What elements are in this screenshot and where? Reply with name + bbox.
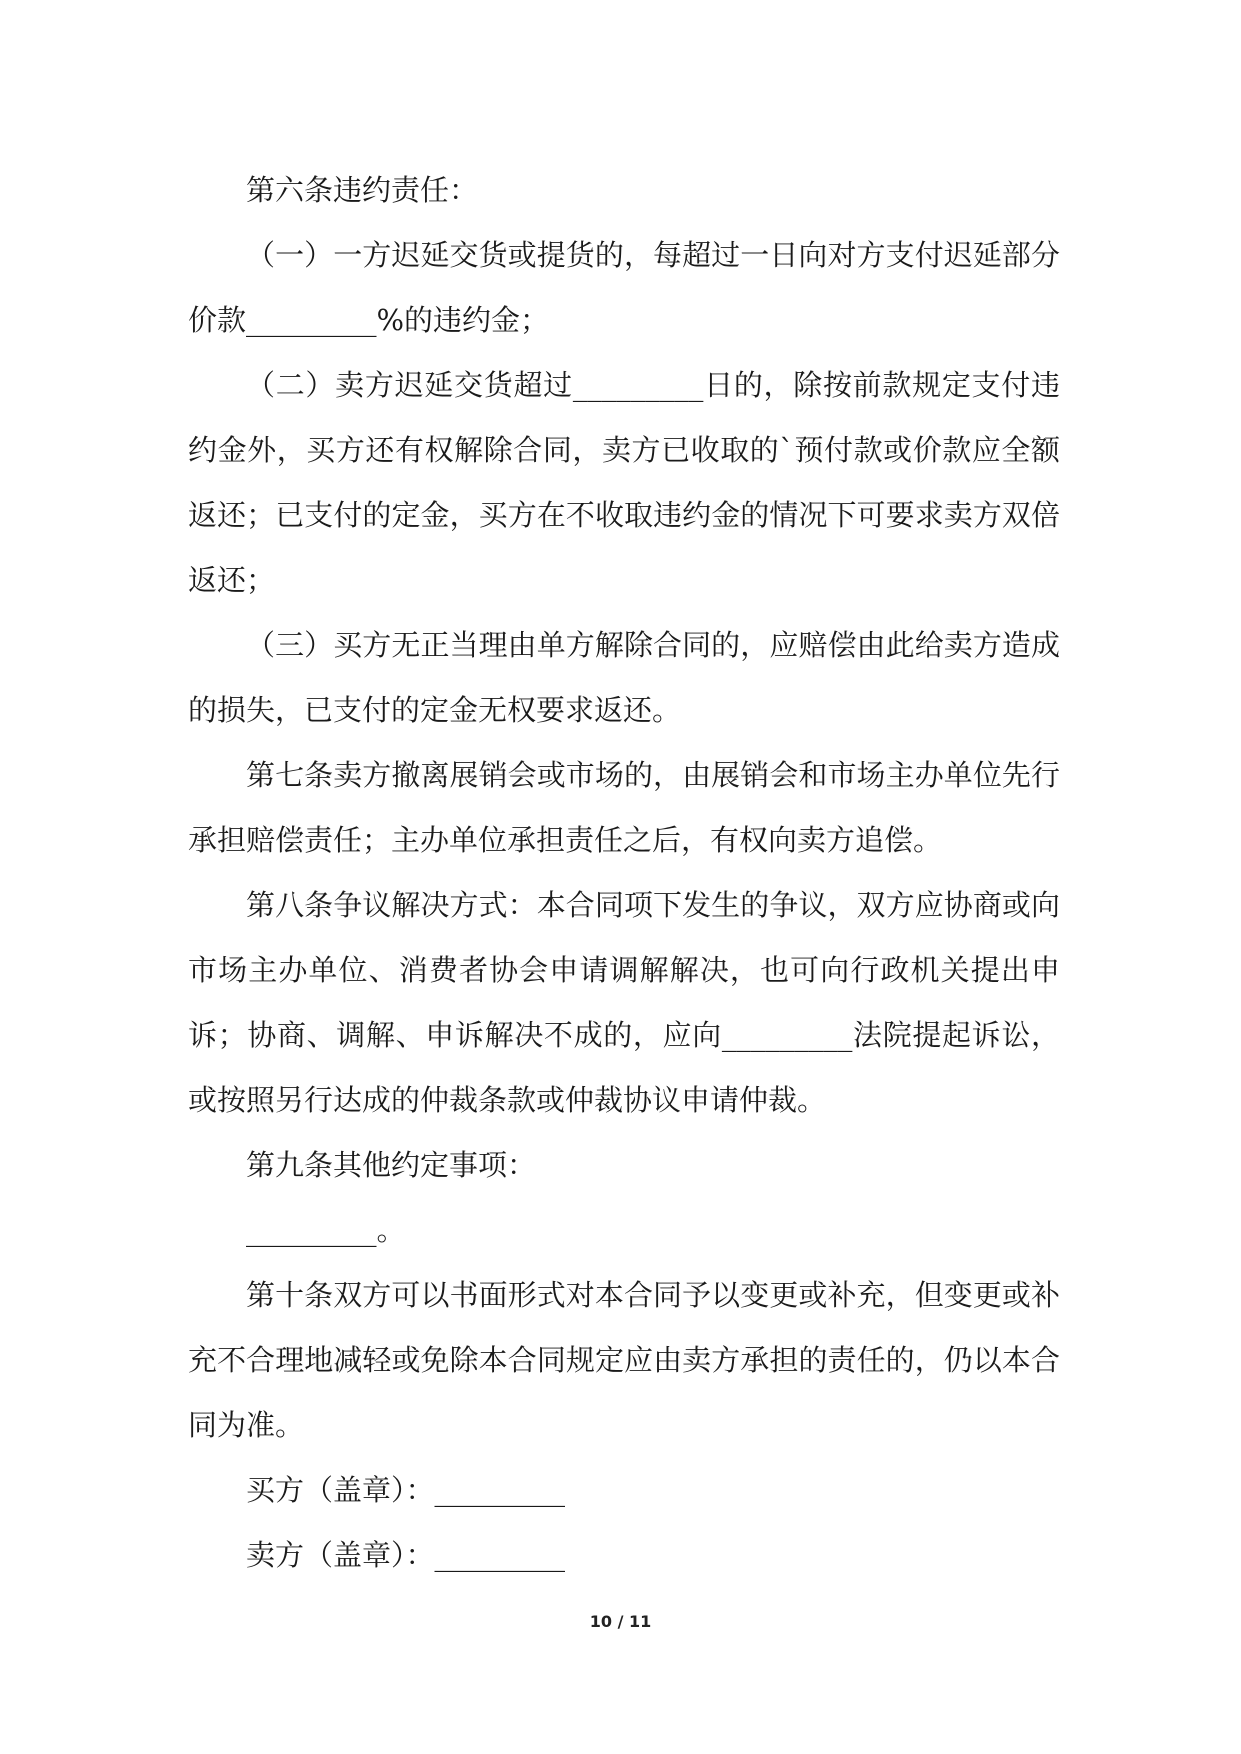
article-6-heading: 第六条违约责任： xyxy=(246,173,479,207)
article-6-clause-3: （三）买方无正当理由单方解除合同的，应赔偿由此给卖方造成的损失，已支付的定金无权要求返还。 xyxy=(188,628,1060,727)
article-7: 第七条卖方撤离展销会或市场的，由展销会和市场主办单位先行承担赔偿责任；主办单位承担责任之后，有权向卖方追偿。 xyxy=(188,758,1060,857)
buyer-signature-line: 买方（盖章）：_________ xyxy=(246,1473,566,1507)
page-number: 10 / 11 xyxy=(589,1612,652,1631)
article-9-heading: 第九条其他约定事项： xyxy=(246,1148,537,1182)
article-6-clause-2: （二）卖方迟延交货超过_________日的，除按前款规定支付违约金外，买方还有权解除合同，卖方已收取的`预付款或价款应全额返还；已支付的定金，买方在不收取违约金的情况下可要求卖方双倍返还； xyxy=(188,368,1060,597)
seller-signature-line: 卖方（盖章）：_________ xyxy=(246,1538,566,1572)
article-10: 第十条双方可以书面形式对本合同予以变更或补充，但变更或补充不合理地减轻或免除本合同规定应由卖方承担的责任的，仍以本合同为准。 xyxy=(188,1278,1060,1442)
article-6-clause-1: （一）一方迟延交货或提货的，每超过一日向对方支付迟延部分价款_________%的违约金； xyxy=(188,238,1060,337)
article-9-blank: _________。 xyxy=(246,1213,406,1247)
article-8: 第八条争议解决方式：本合同项下发生的争议，双方应协商或向市场主办单位、消费者协会申请调解解决，也可向行政机关提出申诉；协商、调解、申诉解决不成的，应向_________法院提起诉讼，或按照另行达成的仲裁条款或仲裁协议申请仲裁。 xyxy=(188,888,1060,1117)
document-body xyxy=(188,158,1060,1588)
